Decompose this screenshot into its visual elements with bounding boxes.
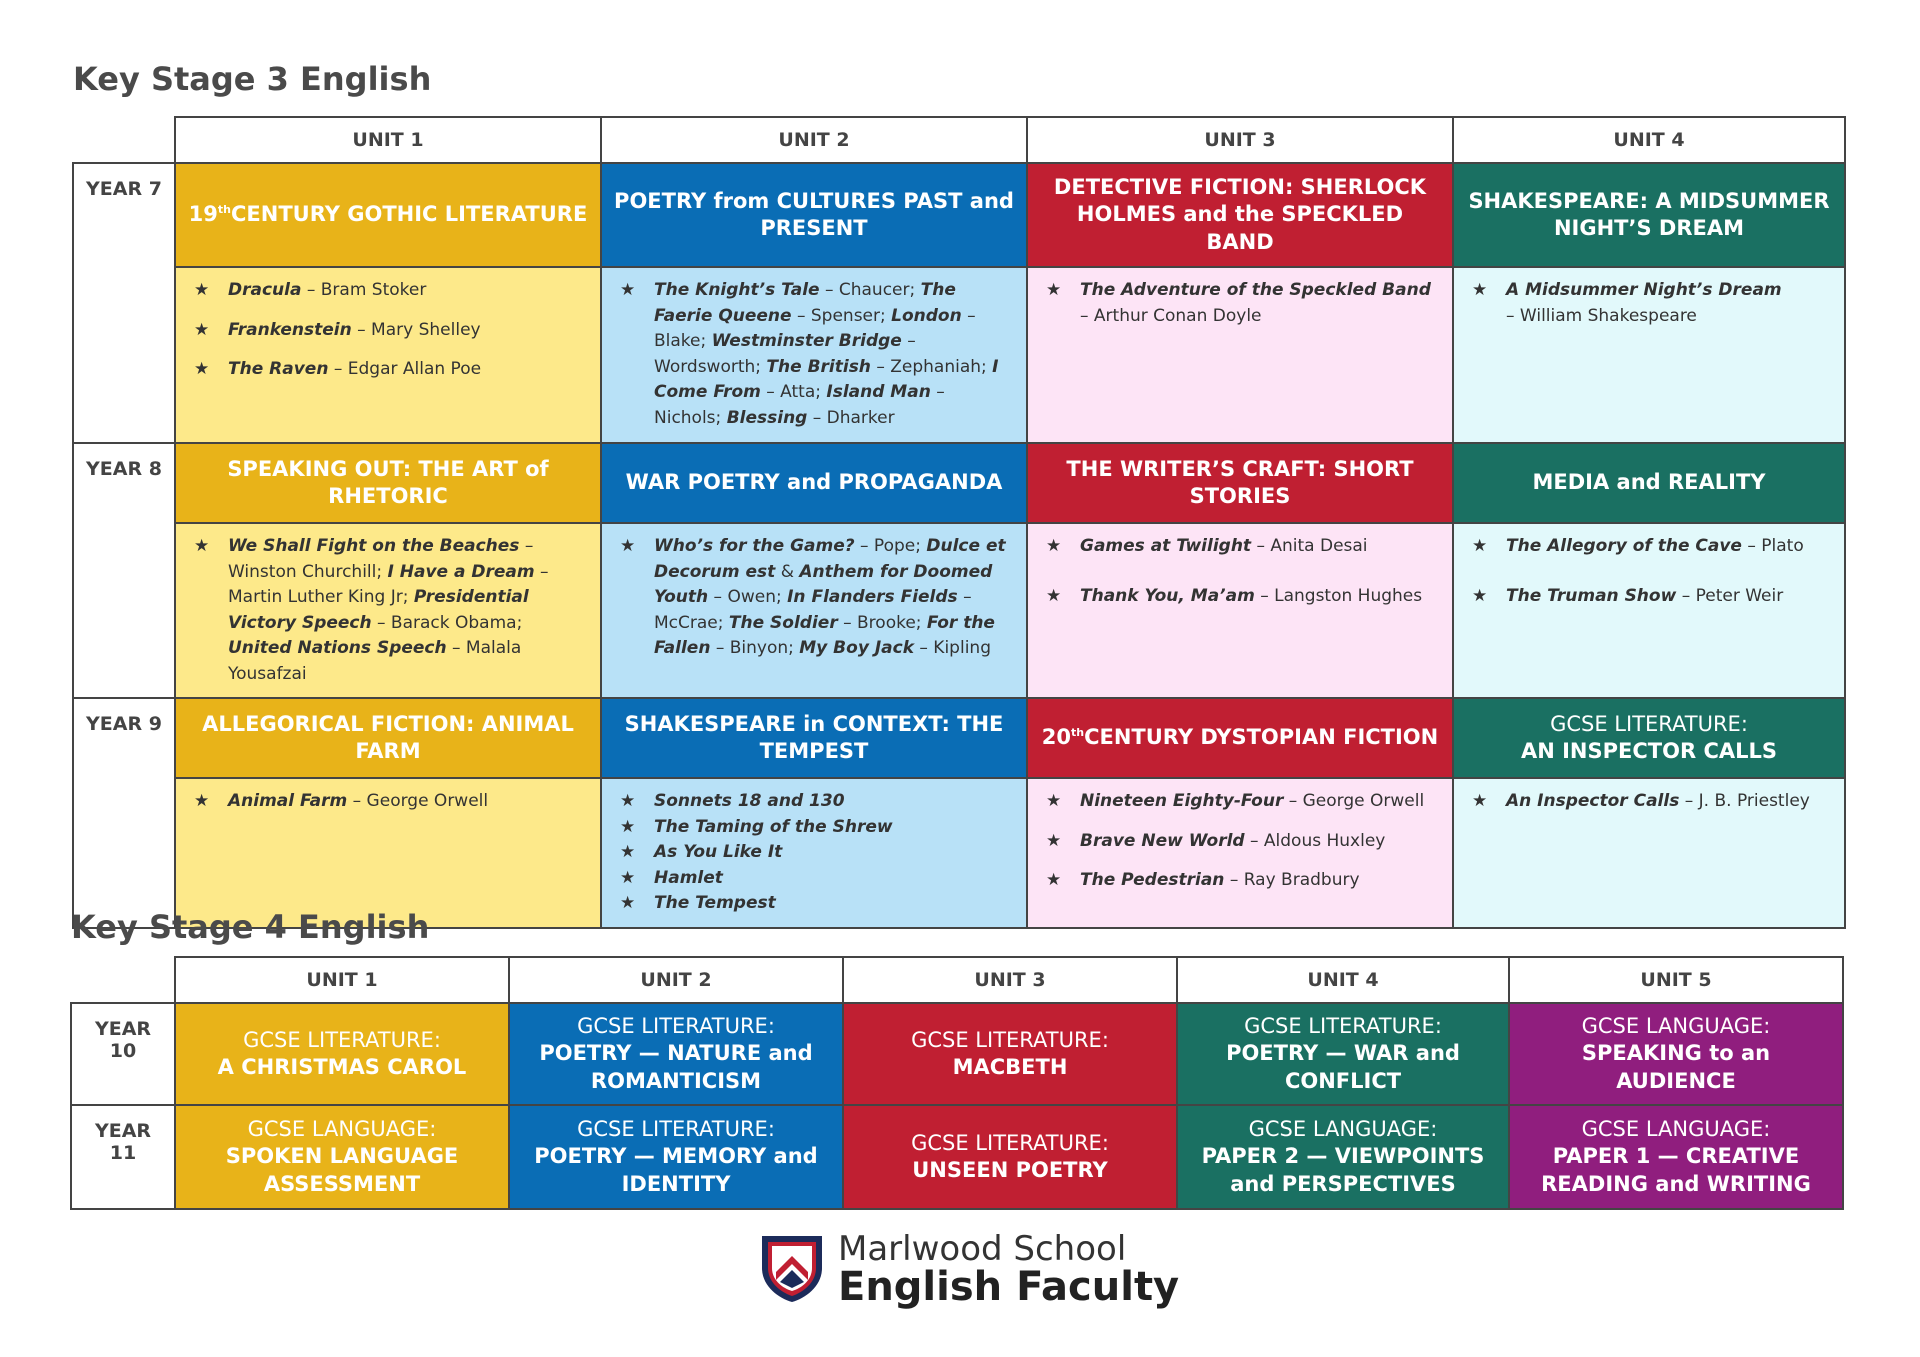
list-item: ★ Hamlet	[616, 866, 1012, 892]
y7-unit3-content	[1027, 267, 1453, 443]
y9-unit4-content	[1453, 778, 1845, 928]
y11-unit5-title: GCSE LANGUAGE: PAPER 1 — CREATIVE READING and WRITING	[1509, 1105, 1843, 1209]
star-icon: ★	[1472, 280, 1488, 300]
star-icon: ★	[1046, 280, 1062, 300]
star-icon: ★	[620, 893, 636, 913]
y10-unit2-title: GCSE LITERATURE: POETRY — NATURE and ROMANTICISM	[509, 1003, 843, 1105]
y9-unit3-title: 20thCENTURY DYSTOPIAN FICTION	[1027, 698, 1453, 778]
year-9-label: YEAR 9	[73, 698, 175, 928]
star-icon: ★	[1472, 536, 1488, 556]
y9-unit1-content	[175, 778, 601, 928]
y8-unit1-title: SPEAKING OUT: THE ART of RHETORIC	[175, 443, 601, 523]
y9-unit2-content	[601, 778, 1027, 928]
list-item: ★ The Taming of the Shrew	[616, 815, 1012, 841]
y8-unit3-content	[1027, 523, 1453, 698]
list-item: ★ An Inspector Calls – J. B. Priestley	[1468, 789, 1830, 815]
list-item: ★ The Truman Show – Peter Weir	[1468, 584, 1830, 610]
list-item: ★ Thank You, Ma’am – Langston Hughes	[1042, 584, 1438, 610]
star-icon: ★	[1046, 791, 1062, 811]
star-icon: ★	[194, 359, 210, 379]
star-icon: ★	[194, 280, 210, 300]
list-item: ★ Frankenstein – Mary Shelley	[190, 318, 586, 344]
list-item: ★ The Tempest	[616, 891, 1012, 917]
list-item: ★ As You Like It	[616, 840, 1012, 866]
star-icon: ★	[1472, 791, 1488, 811]
list-item: ★ Animal Farm – George Orwell	[190, 789, 586, 815]
star-icon: ★	[620, 816, 636, 837]
ks4-unit-header: UNIT 2	[509, 957, 843, 1003]
ks4-unit-header: UNIT 3	[843, 957, 1177, 1003]
y10-unit1-title: GCSE LITERATURE: A CHRISTMAS CAROL	[175, 1003, 509, 1105]
y10-unit4-title: GCSE LITERATURE: POETRY — WAR and CONFLICT	[1177, 1003, 1509, 1105]
list-item: ★ Sonnets 18 and 130	[616, 789, 1012, 815]
ks3-unit-header: UNIT 2	[601, 117, 1027, 163]
ks4-title: Key Stage 4 English	[71, 908, 430, 946]
star-icon: ★	[194, 791, 210, 811]
y9-unit1-title: ALLEGORICAL FICTION: ANIMAL FARM	[175, 698, 601, 778]
star-icon: ★	[194, 536, 210, 556]
faculty-name: English Faculty	[838, 1264, 1180, 1310]
year-7-label: YEAR 7	[73, 163, 175, 443]
ks3-unit-header: UNIT 1	[175, 117, 601, 163]
y11-unit2-title: GCSE LITERATURE: POETRY — MEMORY and IDENTITY	[509, 1105, 843, 1209]
y10-unit3-title: GCSE LITERATURE: MACBETH	[843, 1003, 1177, 1105]
star-icon: ★	[1046, 536, 1062, 556]
ks3-title: Key Stage 3 English	[73, 60, 432, 98]
star-icon: ★	[620, 842, 636, 862]
y7-unit4-title: SHAKESPEARE: A MIDSUMMER NIGHT’S DREAM	[1453, 163, 1845, 267]
school-name: Marlwood School	[838, 1229, 1127, 1269]
y11-unit3-title: GCSE LITERATURE: UNSEEN POETRY	[843, 1105, 1177, 1209]
y9-unit2-title: SHAKESPEARE in CONTEXT: THE TEMPEST	[601, 698, 1027, 778]
ks3-unit-header: UNIT 3	[1027, 117, 1453, 163]
star-icon: ★	[620, 867, 636, 888]
y8-unit4-title: MEDIA and REALITY	[1453, 443, 1845, 523]
y7-unit2-title: POETRY from CULTURES PAST and PRESENT	[601, 163, 1027, 267]
list-item: ★ A Midsummer Night’s Dream – William Shakespeare	[1472, 280, 1782, 326]
y8-unit4-content	[1453, 523, 1845, 698]
y9-unit4-title: GCSE LITERATURE: AN INSPECTOR CALLS	[1453, 698, 1845, 778]
list-item: ★ Dracula – Bram Stoker	[190, 278, 586, 304]
ks3-unit-header: UNIT 4	[1453, 117, 1845, 163]
y8-unit2-content	[601, 523, 1027, 698]
list-item: ★ Games at Twilight – Anita Desai	[1042, 534, 1438, 560]
list-item: ★ Who’s for the Game? – Pope; Dulce et Decorum est & Anthem for Doomed Youth – Owen; In Flanders Fields – McCrae; The Soldier – Brooke; For the Fallen – Binyon; My Boy Jack – Kipling	[620, 536, 1006, 658]
star-icon: ★	[620, 536, 636, 556]
ks4-unit-header: UNIT 1	[175, 957, 509, 1003]
star-icon: ★	[1046, 830, 1062, 851]
star-icon: ★	[620, 280, 636, 300]
year-11-label: YEAR 11	[71, 1105, 175, 1209]
star-icon: ★	[1472, 585, 1488, 606]
list-item: ★ Nineteen Eighty-Four – George Orwell	[1042, 789, 1438, 815]
star-icon: ★	[1046, 870, 1062, 890]
school-crest-icon	[758, 1232, 826, 1308]
year-10-label: YEAR 10	[71, 1003, 175, 1105]
y10-unit5-title: GCSE LANGUAGE: SPEAKING to an AUDIENCE	[1509, 1003, 1843, 1105]
list-item: ★ Brave New World – Aldous Huxley	[1042, 829, 1438, 855]
star-icon: ★	[620, 791, 636, 811]
list-item: ★ We Shall Fight on the Beaches – Winston Churchill; I Have a Dream – Martin Luther King Jr; Presidential Victory Speech – Barack Obama; United Nations Speech – Malala Yousafzai	[194, 536, 549, 684]
y7-unit4-content	[1453, 267, 1845, 443]
y7-unit1-content	[175, 267, 601, 443]
y7-unit2-content	[601, 267, 1027, 443]
ks4-table	[70, 956, 1844, 1210]
list-item: ★ The Knight’s Tale – Chaucer; The Faerie Queene – Spenser; London – Blake; Westminster Bridge – Wordsworth; The British – Zephaniah; I Come From – Atta; Island Man – Nichols; Blessing – Dharker	[620, 280, 999, 428]
star-icon: ★	[194, 319, 210, 340]
list-item: ★ The Adventure of the Speckled Band – Arthur Conan Doyle	[1046, 280, 1431, 326]
y7-unit3-title: DETECTIVE FICTION: SHERLOCK HOLMES and the SPECKLED BAND	[1027, 163, 1453, 267]
y8-unit1-content	[175, 523, 601, 698]
ks4-unit-header: UNIT 5	[1509, 957, 1843, 1003]
list-item: ★ The Raven – Edgar Allan Poe	[190, 357, 586, 383]
y9-unit3-content	[1027, 778, 1453, 928]
star-icon: ★	[1046, 585, 1062, 606]
y8-unit3-title: THE WRITER’S CRAFT: SHORT STORIES	[1027, 443, 1453, 523]
y7-unit1-title: 19thCENTURY GOTHIC LITERATURE	[175, 163, 601, 267]
school-logo	[758, 1229, 1180, 1310]
list-item: ★ The Allegory of the Cave – Plato	[1468, 534, 1830, 560]
ks3-table	[72, 116, 1846, 929]
year-8-label: YEAR 8	[73, 443, 175, 698]
y11-unit4-title: GCSE LANGUAGE: PAPER 2 — VIEWPOINTS and PERSPECTIVES	[1177, 1105, 1509, 1209]
ks4-unit-header: UNIT 4	[1177, 957, 1509, 1003]
list-item: ★ The Pedestrian – Ray Bradbury	[1042, 868, 1438, 894]
y11-unit1-title: GCSE LANGUAGE: SPOKEN LANGUAGE ASSESSMENT	[175, 1105, 509, 1209]
y8-unit2-title: WAR POETRY and PROPAGANDA	[601, 443, 1027, 523]
